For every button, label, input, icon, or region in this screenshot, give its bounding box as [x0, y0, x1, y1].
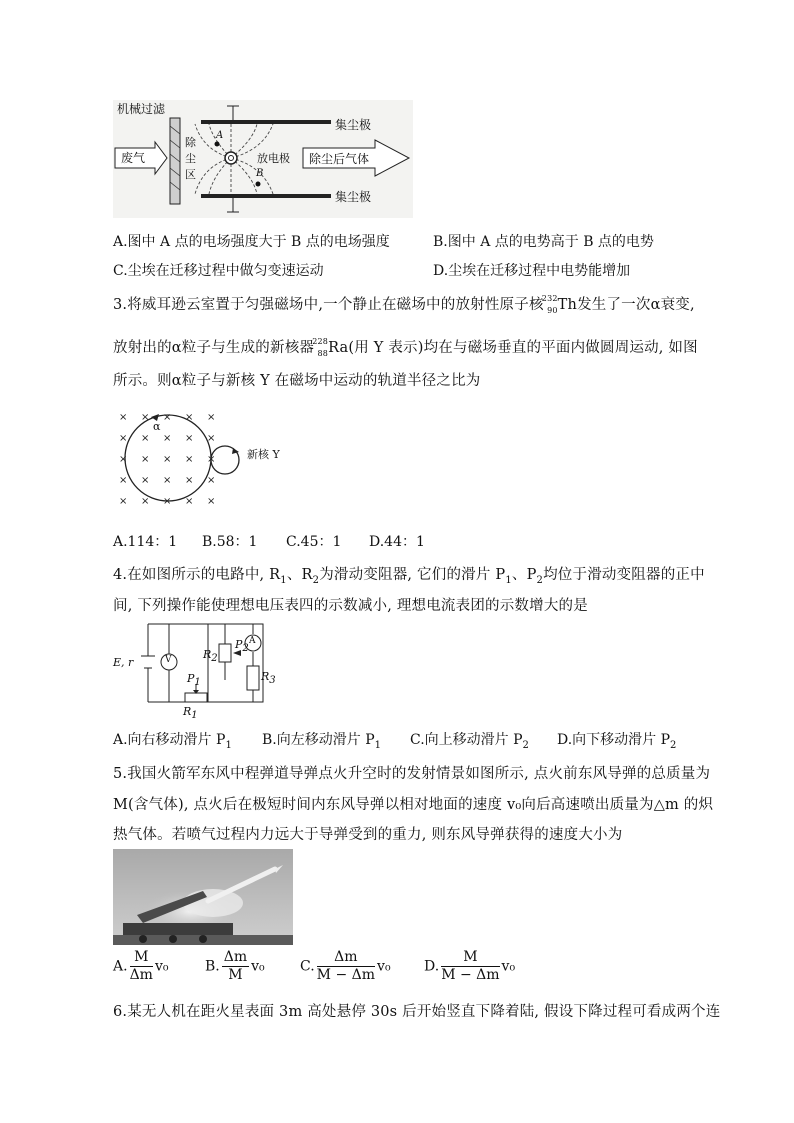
q2-option-d: D.尘埃在迁移过程中电势能增加 — [433, 263, 631, 279]
field-cross: × — [185, 496, 194, 507]
point-a-label: A — [216, 130, 224, 141]
voltmeter-label: V — [165, 655, 172, 665]
q3-option-d: D.44：1 — [369, 534, 425, 550]
q5-option-b: B. $\frac{\Delta m}{M}$ v₀ — [205, 949, 265, 983]
field-cross: × — [207, 475, 216, 486]
fraction: $\frac{M}{M - \Delta m}$ — [441, 949, 500, 983]
field-cross: × — [207, 454, 216, 465]
field-cross: × — [163, 475, 172, 486]
q4-line-2: 间, 下列操作能使理想电压表四的示数减小, 理想电流表团的示数增大的是 — [113, 598, 588, 614]
field-cross: × — [141, 412, 150, 423]
q5-line-2: M(含气体), 点火后在极短时间内东风导弹以相对地面的速度 v₀向后高速喷出质量为△m 的炽 — [113, 797, 714, 813]
field-cross: × — [141, 496, 150, 507]
q3-line-1: 3.将威耳逊云室置于匀强磁场中,一个静止在磁场中的放射性原子核 232 90 Th发生了一次α衰变, — [113, 294, 695, 315]
q4-option-a: A.向右移动滑片 $P_1$ — [113, 732, 232, 751]
q2-option-b: B.图中 A 点的电势高于 B 点的电势 — [433, 234, 654, 250]
field-cross: × — [163, 433, 172, 444]
field-cross: × — [119, 412, 128, 423]
field-cross: × — [119, 433, 128, 444]
point-b-label: B — [256, 168, 264, 179]
dust-zone-label-3: 区 — [185, 168, 196, 181]
p2-label: $P_2$ — [235, 638, 249, 655]
field-cross: × — [207, 496, 216, 507]
new-core-label: 新核 Y — [247, 448, 280, 461]
cloud-chamber-figure — [113, 408, 303, 514]
field-cross: × — [207, 412, 216, 423]
q4-option-c: C.向上移动滑片 $P_2$ — [410, 732, 529, 751]
q3-line-2: 放射出的α粒子与生成的新核器 228 88 Ra(用 Y 表示)均在与磁场垂直的平面内做圆周运动, 如图 — [113, 337, 698, 358]
field-cross: × — [185, 454, 194, 465]
field-cross: × — [185, 412, 194, 423]
q5-option-d: D. $\frac{M}{M - \Delta m}$ v₀ — [424, 949, 516, 983]
p1-label: $P_1$ — [187, 672, 201, 689]
field-cross: × — [163, 412, 172, 423]
field-cross: × — [141, 475, 150, 486]
field-cross: × — [163, 496, 172, 507]
collector-bottom-label: 集尘极 — [335, 190, 372, 204]
mech-filter-label: 机械过滤 — [117, 102, 166, 116]
precipitator-figure — [113, 100, 413, 218]
field-cross: × — [185, 475, 194, 486]
clean-gas-label: 除尘后气体 — [309, 152, 370, 166]
field-cross: × — [207, 433, 216, 444]
q3-option-c: C.45：1 — [286, 534, 342, 550]
ammeter-label: A — [249, 636, 256, 646]
r1-label: $R_1$ — [183, 705, 198, 722]
q3-option-a: A.114：1 — [113, 534, 178, 550]
ra-nuclide: 228 88 — [312, 337, 329, 358]
q3-line-3: 所示。则α粒子与新核 Y 在磁场中运动的轨道半径之比为 — [113, 373, 481, 389]
fraction: $\frac{M}{\Delta m}$ — [129, 949, 153, 983]
q3-option-b: B.58：1 — [202, 534, 258, 550]
q5-line-1: 5.我国火箭军东风中程弹道导弹点火升空时的发射情景如图所示, 点火前东风导弹的总质量为 — [113, 766, 711, 782]
emf-label: E, r — [113, 656, 134, 669]
fraction: $\frac{\Delta m}{M}$ — [223, 949, 248, 983]
q4-line-1: 4.在如图所示的电路中, $R_1$、$R_2$为滑动变阻器, 它们的滑片 $P_1$、$P_2$均位于滑动变阻器的正中 — [113, 567, 705, 586]
missile-launch-image — [113, 849, 293, 945]
field-cross: × — [141, 454, 150, 465]
q5-option-a: A. $\frac{M}{\Delta m}$ v₀ — [113, 949, 169, 983]
field-cross: × — [119, 454, 128, 465]
circuit-figure — [113, 620, 276, 722]
field-cross: × — [119, 475, 128, 486]
field-cross: × — [119, 496, 128, 507]
fraction: $\frac{\Delta m}{M - \Delta m}$ — [316, 949, 376, 983]
r2-label: $R_2$ — [203, 648, 218, 665]
q2-option-c: C.尘埃在迁移过程中做匀变速运动 — [113, 263, 324, 279]
alpha-label: α — [153, 420, 161, 433]
missile-photo — [113, 849, 293, 945]
field-cross: × — [185, 433, 194, 444]
q5-option-c: C. $\frac{\Delta m}{M - \Delta m}$ v₀ — [300, 949, 391, 983]
field-cross: × — [163, 454, 172, 465]
q5-line-3: 热气体。若喷气过程内力远大于导弹受到的重力, 则东风导弹获得的速度大小为 — [113, 827, 623, 843]
dust-zone-label-2: 尘 — [185, 152, 196, 165]
waste-gas-label: 废气 — [121, 151, 146, 165]
q4-option-d: D.向下移动滑片 $P_2$ — [557, 732, 677, 751]
collector-top-label: 集尘极 — [335, 118, 372, 132]
r3-label: $R_3$ — [261, 670, 276, 687]
field-cross: × — [141, 433, 150, 444]
q2-option-a: A.图中 A 点的电场强度大于 B 点的电场强度 — [113, 234, 390, 250]
dust-zone-label-1: 除 — [185, 136, 196, 149]
electrode-label: 放电极 — [257, 152, 290, 165]
q6-line-1: 6.某无人机在距火星表面 3m 高处悬停 30s 后开始竖直下降着陆, 假设下降过程可看成两个连 — [113, 1004, 721, 1020]
th-nuclide: 232 90 — [541, 294, 558, 315]
q4-option-b: B.向左移动滑片 $P_1$ — [262, 732, 381, 751]
